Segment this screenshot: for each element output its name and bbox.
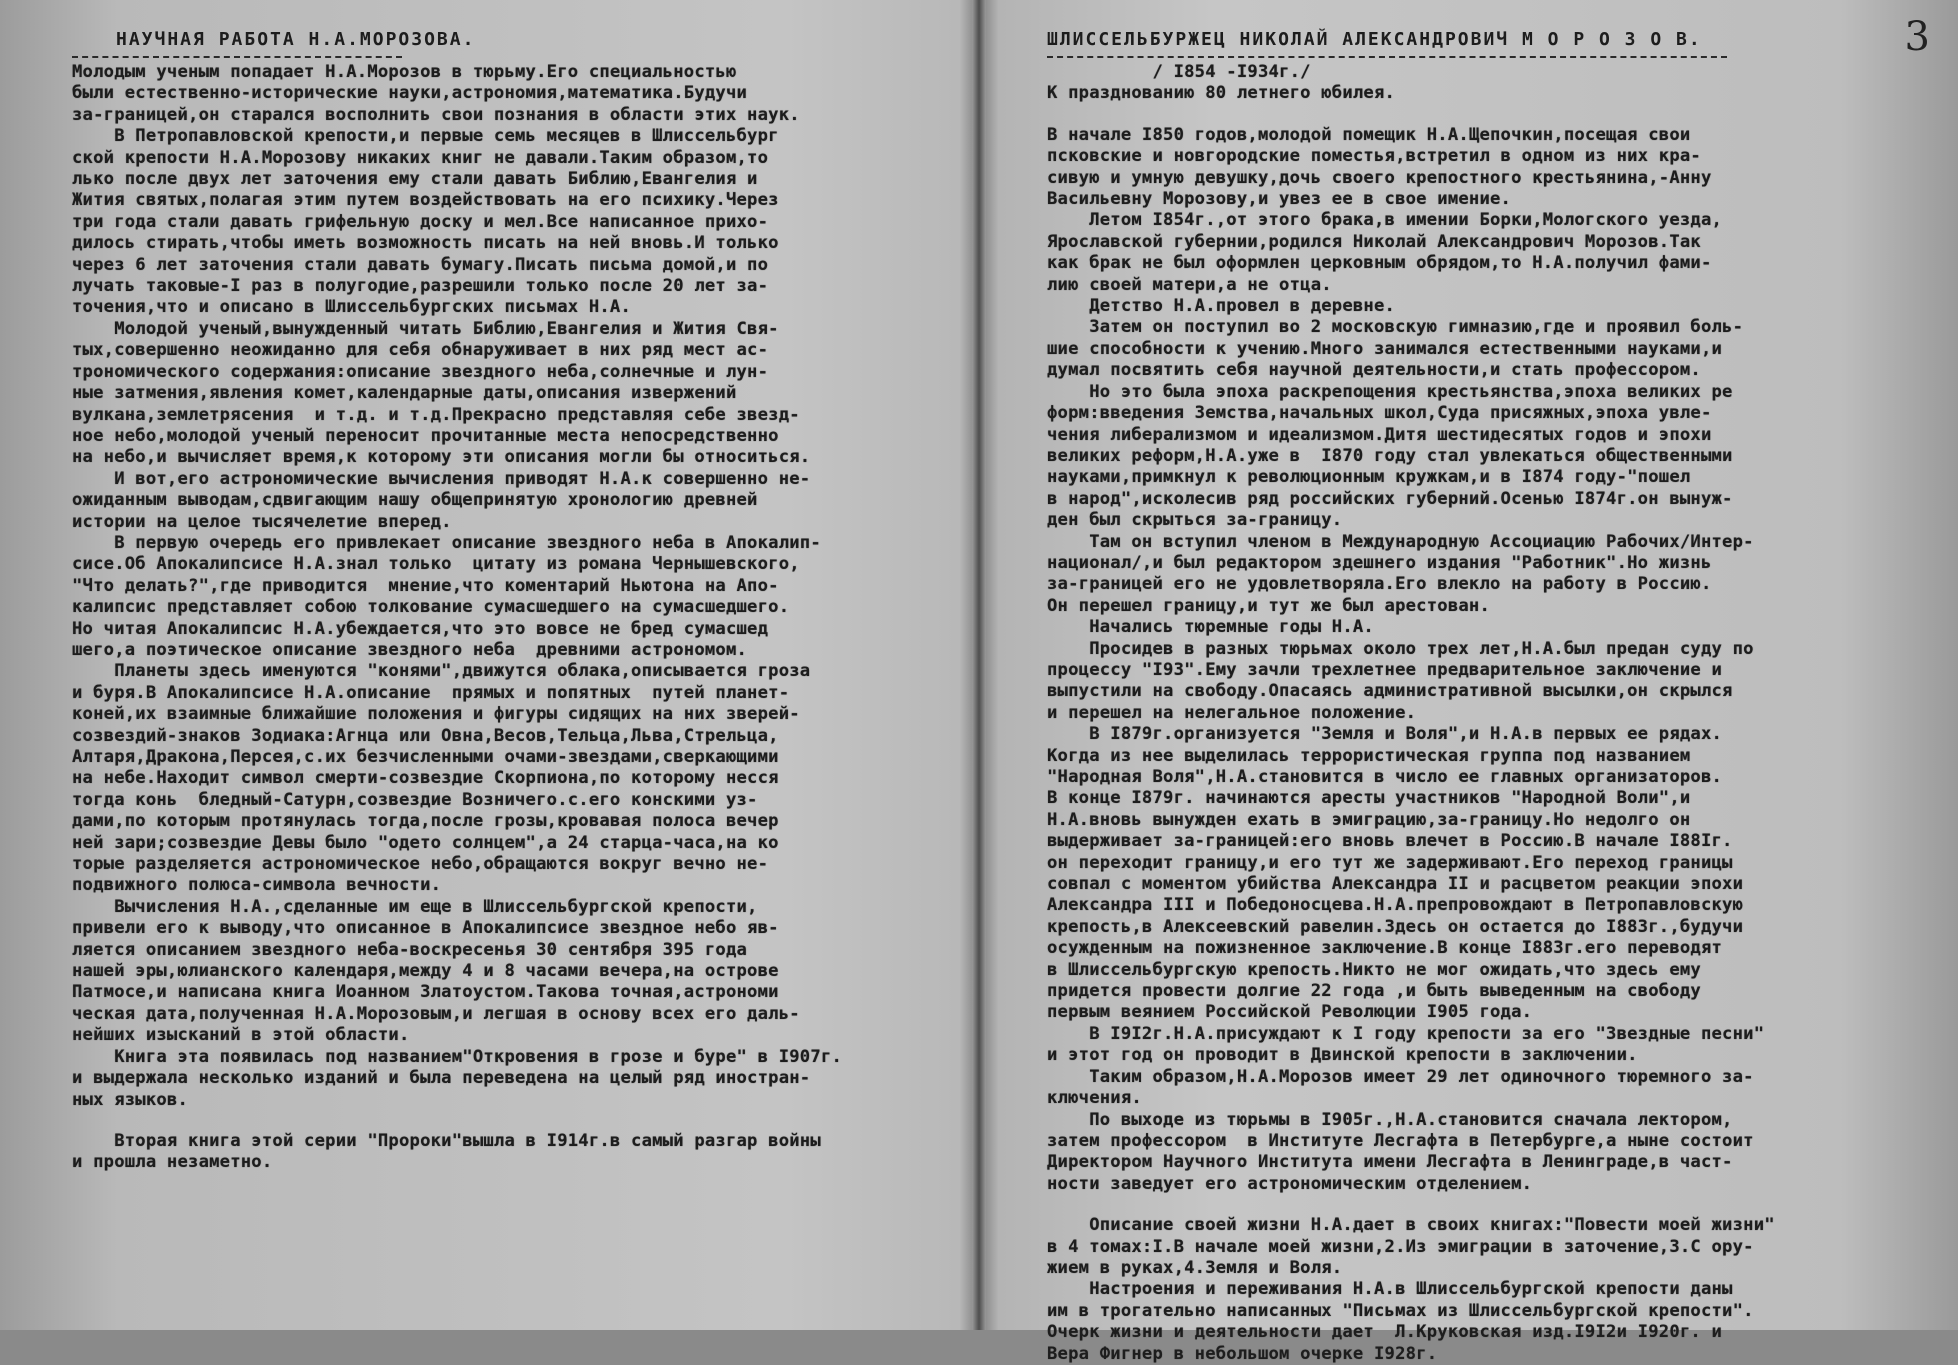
text-line: Планеты здесь именуются "конями",движутся облака,описывается гроза bbox=[72, 661, 811, 682]
title-underline bbox=[1047, 56, 1727, 58]
text-line: По выходе из тюрьмы в I905г.,Н.А.становится сначала лектором, bbox=[1047, 1109, 1733, 1130]
right-page-subtitle bbox=[1047, 62, 1938, 105]
text-line: Когда из нее выделилась террористическая группа под названием bbox=[1047, 745, 1691, 766]
text-line: К празднованию 80 летнего юбилея. bbox=[1047, 83, 1396, 104]
text-line: привели его к выводу,что описанное в Апокалипсисе звездное небо яв- bbox=[72, 918, 779, 939]
text-line: Алтаря,Дракона,Персея,с.их безчисленными очами-звездами,сверкающими bbox=[72, 747, 779, 767]
text-line: Патмосе,и написана книга Иоанном Златоустом.Такова точная,астрономи bbox=[72, 982, 779, 1003]
text-line: калипсис представляет собою толкование сумасшедшего на сумасшедшего. bbox=[72, 597, 790, 618]
text-line: Вера Фигнер в небольшом очерке I928г. bbox=[1047, 1343, 1438, 1364]
text-line: как брак не был оформлен церковным обрядом,то Н.А.получил фами- bbox=[1047, 253, 1712, 274]
text-line: выдерживает за-границей:его вновь влечет в Россию.В начале I88Iг. bbox=[1047, 831, 1733, 852]
text-line: И вот,его астрономические вычисления приводят Н.А.к совершенно не- bbox=[72, 468, 811, 489]
title-underline bbox=[72, 56, 402, 58]
text-line: выпустили на свободу.Опасаясь административной высылки,он скрылся bbox=[1047, 681, 1733, 702]
text-line: В первую очередь его привлекает описание звездного неба в Апокалип- bbox=[72, 532, 821, 553]
text-line: чения либерализмом и идеализмом.Дитя шестидесятых годов и эпохи bbox=[1047, 424, 1712, 445]
text-line: вулкана,землетрясения и т.д. и т.д.Прекрасно представляя себе звезд- bbox=[72, 404, 800, 425]
text-line: ожиданным выводам,сдвигающим нашу общепринятую хронологию древней bbox=[72, 490, 758, 511]
text-line: / I854 -I934г./ bbox=[1047, 62, 1311, 82]
text-line: им в трогательно написанных "Письмах из Шлиссельбургской крепости". bbox=[1047, 1300, 1754, 1321]
text-line: на небе.Находит символ смерти-созвездие Скорпиона,по которому несся bbox=[72, 768, 779, 789]
text-line: ден был скрыться за-границу. bbox=[1047, 510, 1343, 531]
text-line: Ярославской губернии,родился Николай Александрович Морозов.Так bbox=[1047, 231, 1701, 252]
text-line: Но читая Апокалипсис Н.А.убеждается,что это вовсе не бред сумасшед bbox=[72, 618, 769, 639]
text-line: "Народная Воля",Н.А.становится в число ее главных организаторов. bbox=[1047, 767, 1723, 787]
text-line: ные затмения,явления комет,календарные даты,описания извержений bbox=[72, 383, 737, 404]
paragraph-gap bbox=[72, 1111, 965, 1131]
text-line: сисе.Об Апокалипсисе Н.А.знал только цитату из романа Чернышевского, bbox=[72, 554, 800, 575]
text-line: процессу "I93".Ему зачли трехлетнее предварительное заключение и bbox=[1047, 659, 1723, 680]
text-line: ляется описанием звездного неба-воскресенья 30 сентября 395 года bbox=[72, 939, 748, 960]
text-line: и буря.В Апокалипсисе Н.А.описание прямых и попятных путей планет- bbox=[72, 682, 790, 703]
text-line: шего,а поэтическое описание звездного неба древними астрономом. bbox=[72, 639, 748, 660]
right-page-closing bbox=[1047, 1215, 1938, 1365]
text-line: жием в руках,4.Земля и Воля. bbox=[1047, 1257, 1343, 1278]
text-line: ных языков. bbox=[72, 1089, 189, 1110]
text-line: Жития святых,полагая этим путем воздействовать на его психику.Через bbox=[72, 190, 779, 211]
text-line: осужденным на пожизненное заключение.В конце I883г.его переводят bbox=[1047, 938, 1723, 959]
text-line: шие способности к учению.Много занимался естественными науками,и bbox=[1047, 338, 1723, 359]
left-page bbox=[0, 0, 975, 1330]
text-line: тых,совершенно неожиданно для себя обнаруживает в них ряд мест ас- bbox=[72, 340, 769, 361]
text-line: он переходит границу,и его тут же задерживают.Его переход границы bbox=[1047, 852, 1733, 873]
text-line: и выдержала несколько изданий и была переведена на целый ряд иностран- bbox=[72, 1068, 811, 1089]
text-line: придется провести долгие 22 года ,и быть выведенным на свободу bbox=[1047, 981, 1701, 1002]
text-line: Начались тюремные годы Н.А. bbox=[1047, 617, 1374, 638]
left-page-closing bbox=[72, 1131, 965, 1174]
text-line: первым веянием Российской Революции I905 года. bbox=[1047, 1002, 1533, 1023]
text-line: Детство Н.А.провел в деревне. bbox=[1047, 296, 1396, 317]
text-line: на небо,и вычисляет время,к которому эти описания могли бы относиться. bbox=[72, 447, 811, 468]
text-line: коней,их взаимные ближайшие положения и фигуры сидящих на них зверей- bbox=[72, 704, 800, 725]
text-line: три года стали давать грифельную доску и мел.Все написанное прихо- bbox=[72, 211, 769, 232]
text-line: в 4 томах:I.В начале моей жизни,2.Из эмиграции в заточение,3.С ору- bbox=[1047, 1236, 1754, 1257]
right-page-body bbox=[1047, 125, 1938, 1195]
text-line: Вычисления Н.А.,сделанные им еще в Шлиссельбургской крепости, bbox=[72, 896, 758, 917]
text-line: затем профессором в Институте Лесгафта в Петербурге,а ныне состоит bbox=[1047, 1130, 1754, 1151]
text-line: лько после двух лет заточения ему стали давать Библию,Евангелия и bbox=[72, 169, 758, 190]
text-line: истории на целое тысячелетие вперед. bbox=[72, 511, 452, 532]
text-line: трономического содержания:описание звездного неба,солнечные и лун- bbox=[72, 361, 769, 382]
text-line: лучать таковые-I раз в полугодие,разрешили только после 20 лет за- bbox=[72, 276, 769, 297]
text-line: В Петропавловской крепости,и первые семь месяцев в Шлиссельбург bbox=[72, 126, 779, 147]
text-line: через 6 лет заточения стали давать бумагу.Писать письма домой,и по bbox=[72, 254, 769, 275]
left-page-body bbox=[72, 62, 965, 1111]
book-gutter bbox=[972, 0, 986, 1330]
text-line: точения,что и описано в Шлиссельбургских письмах Н.А. bbox=[72, 297, 632, 318]
text-line: Таким образом,Н.А.Морозов имеет 29 лет одиночного тюремного за- bbox=[1047, 1066, 1754, 1087]
left-page-title: НАУЧНАЯ РАБОТА Н.А.МОРОЗОВА. bbox=[116, 29, 476, 50]
paragraph-gap bbox=[1047, 105, 1938, 125]
text-line: и прошла незаметно. bbox=[72, 1152, 273, 1173]
text-line: ключения. bbox=[1047, 1088, 1142, 1109]
text-line: ное небо,молодой ученый переносит прочитанные места непосредственно bbox=[72, 425, 779, 446]
paragraph-gap bbox=[1047, 1195, 1938, 1215]
text-line: Директором Научного Института имени Лесгафта в Ленинграде,в част- bbox=[1047, 1152, 1733, 1173]
text-line: псковские и новгородские поместья,встретил в одном из них кра- bbox=[1047, 146, 1701, 167]
text-line: дами,по которым протянулась тогда,после грозы,кровавая полоса вечер bbox=[72, 811, 779, 832]
text-line: торые разделяется астрономическое небо,обращаются вокруг вечно не- bbox=[72, 854, 769, 875]
text-line: Но это была эпоха раскрепощения крестьянства,эпоха великих ре bbox=[1047, 381, 1733, 402]
text-line: Летом I854г.,от этого брака,в имении Борки,Мологского уезда, bbox=[1047, 210, 1723, 231]
right-page-title: ШЛИССЕЛЬБУРЖЕЦ НИКОЛАЙ АЛЕКСАНДРОВИЧ М О Р О З О В. bbox=[1047, 29, 1702, 50]
right-page bbox=[985, 0, 1958, 1364]
text-line: подвижного полюса-символа вечности. bbox=[72, 875, 442, 896]
text-line: созвездий-знаков Зодиака:Агнца или Овна,Весов,Тельца,Льва,Стрельца, bbox=[72, 725, 779, 746]
text-line: лию своей матери,а не отца. bbox=[1047, 274, 1332, 295]
text-line: были естественно-исторические науки,астрономия,математика.Будучи bbox=[72, 83, 748, 104]
text-line: за-границей,он старался восполнить свои познания в области этих наук. bbox=[72, 104, 800, 125]
text-line: Просидев в разных тюрьмах около трех лет,Н.А.был предан суду по bbox=[1047, 638, 1754, 659]
text-line: Затем он поступил во 2 московскую гимназию,где и проявил боль- bbox=[1047, 317, 1744, 338]
text-line: Александра III и Победоносцева.Н.А.препровождают в Петропавловскую bbox=[1047, 895, 1744, 916]
text-line: Вторая книга этой серии "Пророки"вышла в I914г.в самый разгар войны bbox=[72, 1130, 821, 1151]
text-line: В конце I879г. начинаются аресты участников "Народной Воли",и bbox=[1047, 788, 1691, 809]
page-number: 3 bbox=[1904, 14, 1930, 60]
text-line: в Шлиссельбургскую крепость.Никто не мог ожидать,что здесь ему bbox=[1047, 959, 1701, 980]
text-line: В начале I850 годов,молодой помещик Н.А.Щепочкин,посещая свои bbox=[1047, 124, 1691, 145]
text-line: нейших изысканий в этой области. bbox=[72, 1025, 410, 1046]
text-line: думал посвятить себя научной деятельности,и стать профессором. bbox=[1047, 360, 1701, 381]
text-line: В I9I2г.Н.А.присуждают к I году крепости за его "Звездные песни" bbox=[1047, 1023, 1765, 1044]
text-line: и перешел на нелегальное положение. bbox=[1047, 702, 1417, 723]
text-line: за-границей его не удовлетворяла.Его влекло на работу в Россию. bbox=[1047, 574, 1712, 595]
text-line: Васильевну Морозову,и увез ее в свое имение. bbox=[1047, 189, 1512, 210]
text-line: Молодой ученый,вынужденный читать Библию,Евангелия и Жития Свя- bbox=[72, 318, 779, 339]
text-line: тогда конь бледный-Сатурн,созвездие Возничего.с.его конскими уз- bbox=[72, 789, 758, 810]
text-line: "Что делать?",где приводится мнение,что коментарий Ньютона на Апо- bbox=[72, 575, 779, 596]
text-line: сивую и умную девушку,дочь своего крепостного крестьянина,-Анну bbox=[1047, 167, 1712, 188]
text-line: национал/,и был редактором здешнего издания "Работник".Но жизнь bbox=[1047, 552, 1712, 573]
text-line: ности заведует его астрономическим отделением. bbox=[1047, 1173, 1533, 1194]
text-line: ней зари;созвездие Девы было "одето солнцем",а 24 старца-часа,на ко bbox=[72, 832, 779, 853]
text-line: Молодым ученым попадает Н.А.Морозов в тюрьму.Его специальностью bbox=[72, 62, 737, 82]
text-line: Н.А.вновь вынужден ехать в эмиграцию,за-границу.Но недолго он bbox=[1047, 809, 1691, 830]
text-line: в народ",исколесив ряд российских губерний.Осенью I874г.он вынуж- bbox=[1047, 488, 1733, 509]
text-line: Настроения и переживания Н.А.в Шлиссельбургской крепости даны bbox=[1047, 1279, 1733, 1300]
text-line: науками,примкнул к революционным кружкам,и в I874 году-"пошел bbox=[1047, 467, 1691, 488]
text-line: форм:введения Земства,начальных школ,Суда присяжных,эпоха увле- bbox=[1047, 403, 1712, 424]
text-line: В I879г.организуется "Земля и Воля",и Н.А.в первых ее рядах. bbox=[1047, 724, 1723, 745]
text-line: крепость,в Алексеевский равелин.Здесь он остается до I883г.,будучи bbox=[1047, 916, 1744, 937]
text-line: Там он вступил членом в Международную Ассоциацию Рабочих/Интер- bbox=[1047, 531, 1754, 552]
text-line: ческая дата,полученная Н.А.Морозовым,и легшая в основу всех его даль- bbox=[72, 1003, 800, 1024]
text-line: Он перешел границу,и тут же был арестован. bbox=[1047, 595, 1491, 616]
text-line: Книга эта появилась под названием"Откровения в грозе и буре" в I907г. bbox=[72, 1046, 842, 1067]
text-line: нашей эры,юлианского календаря,между 4 и 8 часами вечера,на острове bbox=[72, 961, 779, 982]
text-line: и этот год он проводит в Двинской крепости в заключении. bbox=[1047, 1045, 1638, 1066]
text-line: Описание своей жизни Н.А.дает в своих книгах:"Повести моей жизни" bbox=[1047, 1215, 1775, 1236]
text-line: Очерк жизни и деятельности дает Л.Круковская изд.I9I2и I920г. и bbox=[1047, 1322, 1723, 1343]
text-line: великих реформ,Н.А.уже в I870 году стал увлекаться общественными bbox=[1047, 445, 1733, 466]
text-line: дилось стирать,чтобы иметь возможность писать на ней вновь.И только bbox=[72, 233, 779, 254]
text-line: ской крепости Н.А.Морозову никаких книг не давали.Таким образом,то bbox=[72, 147, 769, 168]
text-line: совпал с моментом убийства Александра II и расцветом реакции эпохи bbox=[1047, 874, 1744, 895]
